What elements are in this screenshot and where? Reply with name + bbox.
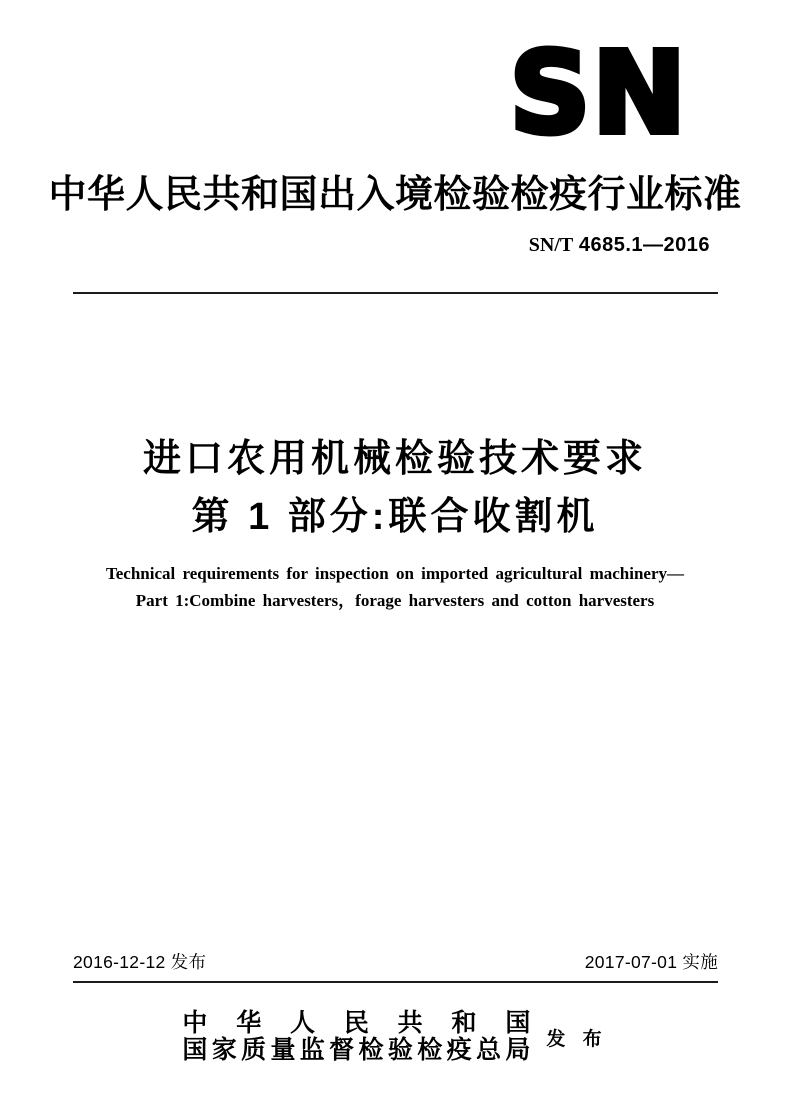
publisher-block [0, 1010, 790, 1064]
document-title-zh-line1: 进口农用机械检验技术要求 [142, 438, 647, 480]
document-title-en-line1: Technical requirements for inspection on imported agricultural machinery— [105, 564, 685, 583]
sn-logo: SN [509, 29, 688, 159]
page-title: 中华人民共和国出入境检验检疫行业标准 [48, 174, 742, 216]
document-title-zh-line2: 第 1 部分:联合收割机 [191, 496, 599, 538]
footer-divider [73, 981, 718, 983]
issue-date: 2016-12-12 发布 [73, 952, 207, 972]
standard-code [529, 234, 710, 257]
implementation-date: 2017-07-01 实施 [584, 952, 718, 972]
standard-code-number: 4685.1—2016 [578, 234, 710, 256]
publisher-name-line1: 中华人民共和国 [182, 1010, 531, 1037]
document-title-en-line2: Part 1:Combine harvesters，forage harvesters and cotton harvesters [135, 591, 655, 610]
publisher-name-line2: 国家质量监督检验检疫总局 [182, 1037, 531, 1064]
document-title-en [0, 560, 790, 614]
document-title-zh [0, 430, 790, 546]
release-label: 发 布 [546, 1028, 608, 1050]
standard-code-prefix: SN/T [528, 234, 574, 256]
header-divider [73, 292, 718, 294]
dates-row [73, 949, 718, 974]
publisher-name [182, 1010, 530, 1064]
